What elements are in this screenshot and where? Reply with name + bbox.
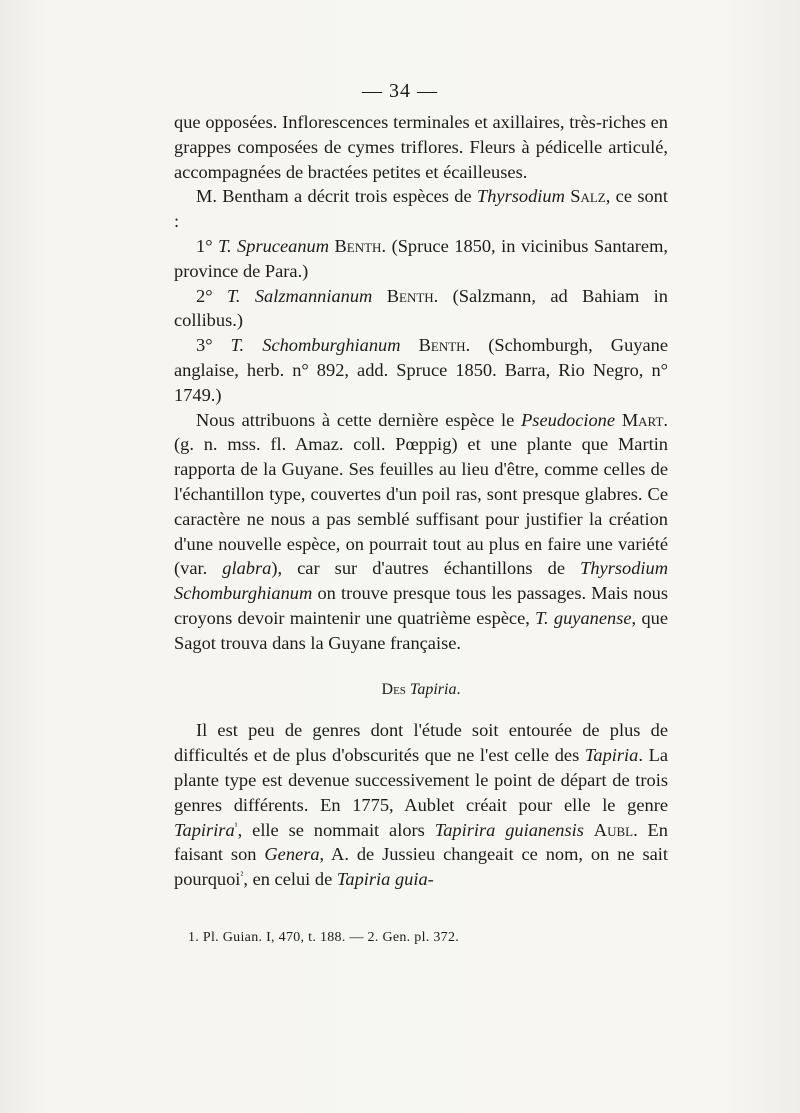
text-run: 2° [196, 285, 227, 306]
text-run: . (Schomburgh, Guyane anglaise, herb. n° 892, add. Spruce 1850. Barra, Rio Negro, n° 1749.) [174, 335, 668, 405]
italic-text: T. Schomburghianum [230, 335, 401, 356]
italic-text: Pseudocione [521, 409, 616, 430]
text-run [401, 335, 419, 355]
smallcaps-text: Mart [621, 409, 664, 430]
smallcaps-text: Salz [570, 186, 606, 207]
smallcaps-text: Des [381, 680, 406, 698]
section-heading [174, 678, 668, 703]
italic-text: Tapirira guianensis [434, 819, 584, 840]
text-run: , ce sont : [174, 186, 668, 232]
footnotes: 1. Pl. Guian. I, 470, t. 188. — 2. Gen. pl. 372. [188, 930, 460, 945]
footnote-ref: ¹ [234, 820, 238, 832]
smallcaps-text: Benth [418, 335, 466, 356]
text-run: Il est peu de genres dont l'étude soit entourée de plus de difficultés et de plus d'obscurités que ne l'est celle des [174, 720, 668, 766]
text-run [615, 410, 622, 430]
text-run: M. Bentham a décrit trois espèces de [196, 186, 477, 207]
text-run [584, 820, 594, 840]
text-run: on trouve presque tous les passages. Mais nous croyons devoir maintenir une quatrième espèce, [174, 583, 668, 628]
italic-text: Thyrsodium [476, 186, 565, 207]
text-run: . (Salzmann, ad Bahiam in collibus.) [174, 285, 668, 331]
italic-text: T. Salzmannianum [226, 285, 373, 306]
italic-text: glabra [222, 558, 272, 579]
paragraph [174, 284, 668, 334]
paragraph [174, 110, 668, 184]
text-run: 1° [196, 235, 219, 256]
text-run: . (Spruce 1850, in vicinibus Santarem, province de Para.) [174, 235, 668, 281]
paragraph [174, 184, 668, 234]
text-run: . (g. n. mss. fl. Amaz. coll. Pœppig) et une plante que Martin rapporta de la Guyane. Ses feuilles au lieu d'être, comme celles de l'échantillon type, couvertes d'un poil ras, sont presque glabres. Ce caractère ne nous a pas semblé suffisant pour justifier la création d'une nouvelle espèce, on pourrait tout au plus en faire une variété (var. [174, 409, 668, 579]
text-run: , en celui de [243, 869, 337, 890]
text-run: , elle se nommait alors [237, 819, 435, 840]
text-run: . La plante type est devenue successivement le point de départ de trois genres différents. En 1775, Aublet créait pour elle le genre [174, 745, 668, 815]
paragraph [174, 333, 668, 407]
text-run [372, 286, 386, 306]
text-run: ), car sur d'autres échantillons de [271, 558, 581, 579]
smallcaps-text: Benth [386, 285, 434, 306]
smallcaps-text: Aubl [593, 819, 634, 840]
italic-text: Tapiria [584, 745, 639, 766]
text-run: . [456, 680, 461, 698]
paragraph [174, 408, 668, 656]
text-run: , que Sagot trouva dans la Guyane française. [174, 607, 668, 653]
text-run: . En faisant son [174, 819, 668, 865]
text-run: , A. de Jussieu changeait ce nom, on ne sait pourquoi [174, 844, 669, 890]
italic-text: T. Spruceanum [218, 235, 329, 256]
italic-text: Tapirira [174, 819, 235, 840]
italic-text: T. guyanense [535, 607, 632, 628]
page-body [174, 110, 668, 892]
italic-text: Thyrsodium Schomburghianum [174, 558, 668, 604]
page-number: — 34 — [362, 80, 438, 102]
paragraph [174, 234, 668, 284]
footnote-ref: ² [240, 869, 244, 881]
paragraph [174, 718, 668, 892]
italic-text: Genera [264, 844, 320, 865]
text-run: 3° [196, 335, 231, 356]
text-run: que opposées. Inflorescences terminales et axillaires, très-riches en grappes composées de cymes triflores. Fleurs à pédicelle articulé, accompagnées de bractées petites et écailleuses. [174, 112, 668, 182]
italic-text: Tapiria guia- [336, 869, 434, 890]
smallcaps-text: Benth [334, 235, 382, 256]
italic-text: Tapiria [409, 680, 457, 698]
text-run: Nous attribuons à cette dernière espèce le [196, 409, 522, 430]
